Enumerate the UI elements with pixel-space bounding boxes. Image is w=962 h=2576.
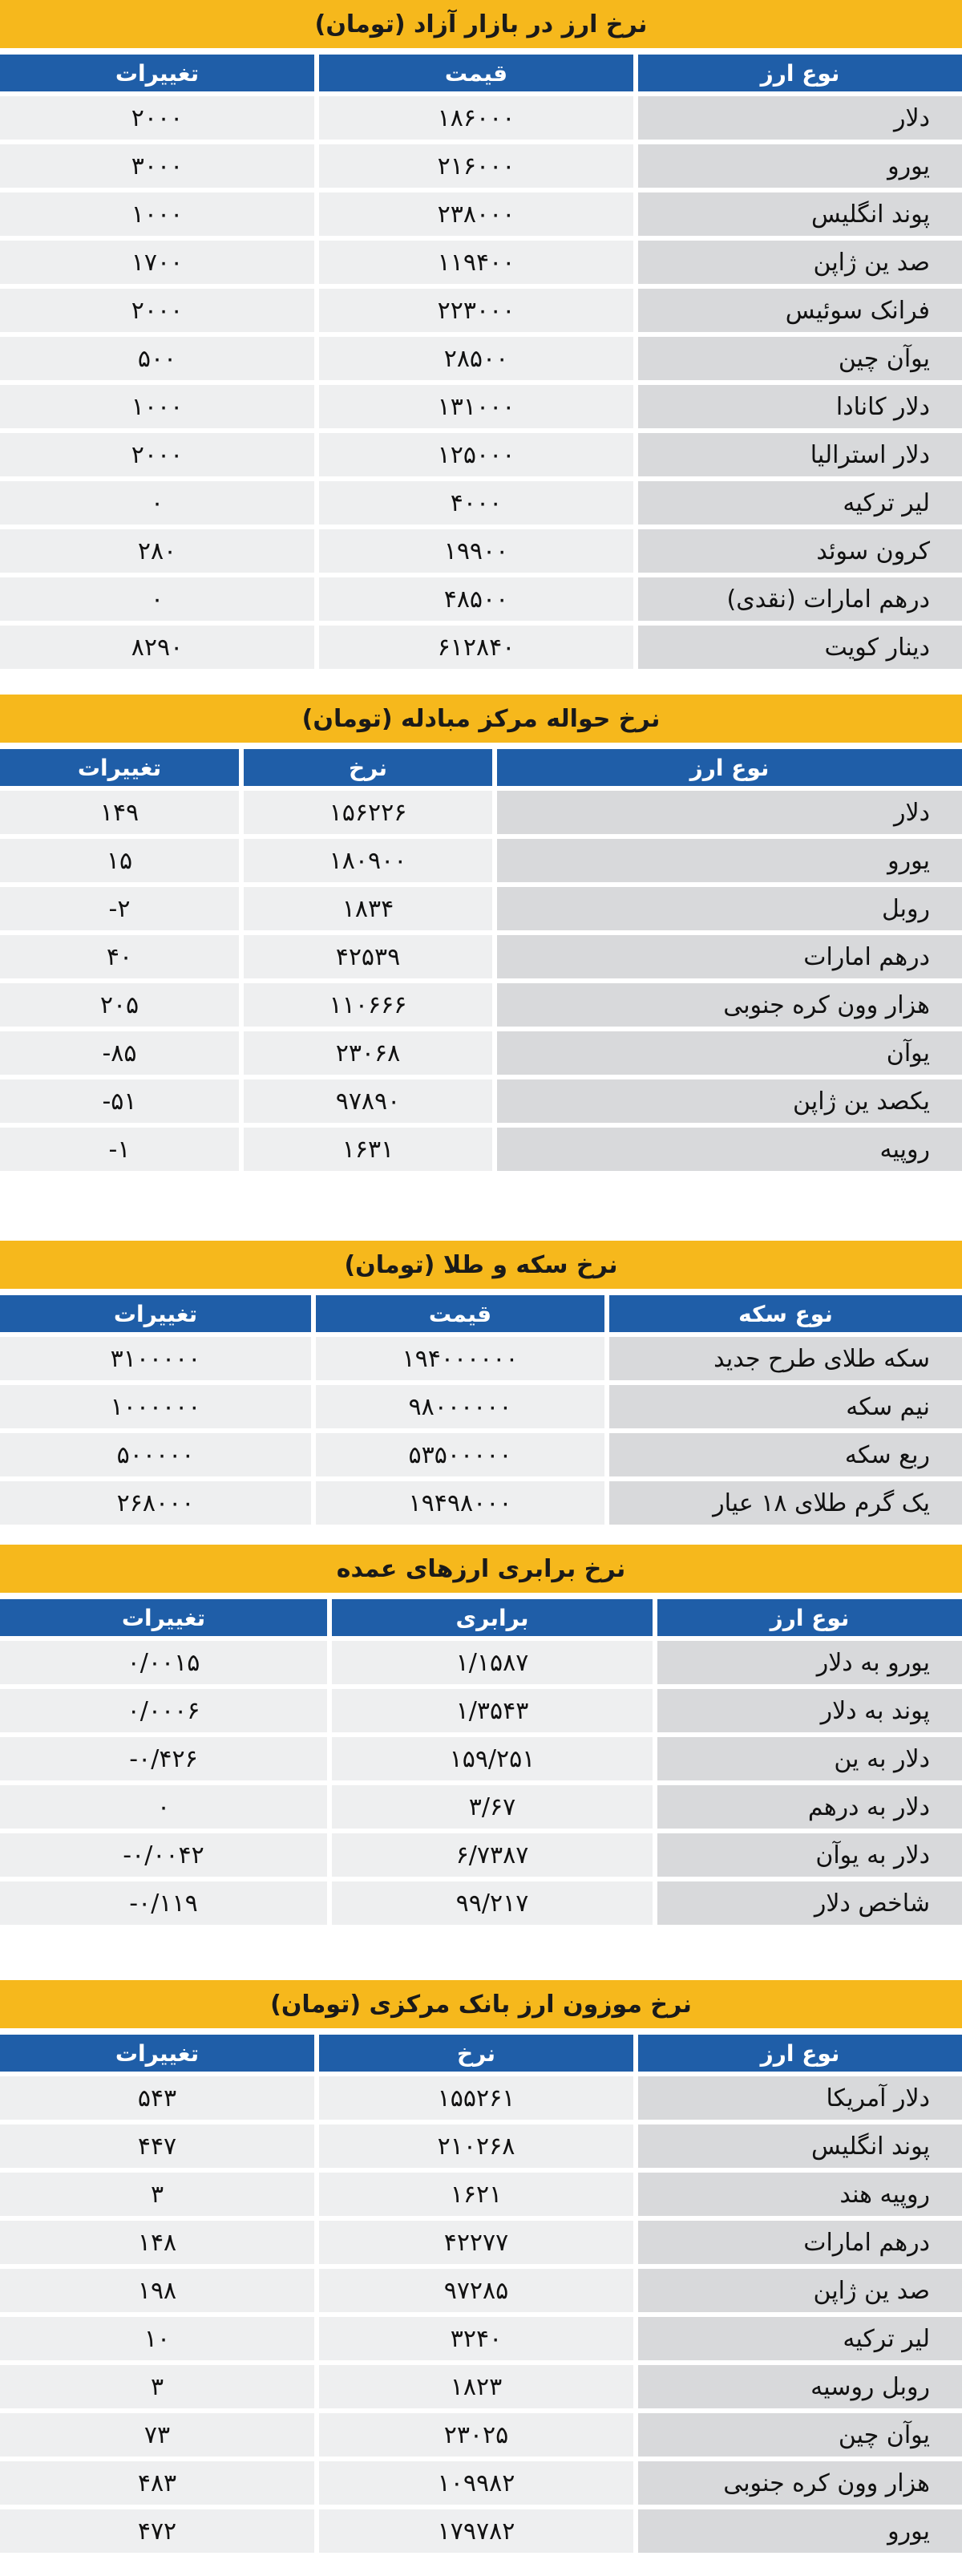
currency-name: هزار وون کره جنوبی xyxy=(497,983,962,1027)
currency-name: کرون سوئد xyxy=(638,529,962,573)
currency-name: روبل روسیه xyxy=(638,2365,962,2408)
change-value: -۰/۴۲۶ xyxy=(0,1737,327,1780)
table-header xyxy=(0,749,962,786)
rate-value: ۱۰۹۹۸۲ xyxy=(319,2461,633,2505)
currency-name: یورو xyxy=(497,839,962,882)
currency-name: دلار به درهم xyxy=(657,1785,962,1829)
currency-name: یوآن چین xyxy=(638,2413,962,2457)
table-row xyxy=(0,1433,962,1476)
header-rate: نرخ xyxy=(244,749,492,786)
header-currency: نوع ارز xyxy=(497,749,962,786)
currency-name: یکصد ین ژاپن xyxy=(497,1079,962,1123)
table-row xyxy=(0,529,962,573)
rate-value: ۴۸۵۰۰ xyxy=(319,577,633,621)
change-value: ۱۰۰۰ xyxy=(0,385,314,428)
rate-value: ۱/۱۵۸۷ xyxy=(332,1641,653,1684)
table-row xyxy=(0,192,962,236)
change-value: ۲۶۸۰۰۰ xyxy=(0,1481,311,1525)
rate-value: ۲۲۳۰۰۰ xyxy=(319,289,633,332)
change-value: ۰ xyxy=(0,1785,327,1829)
change-value: ۰ xyxy=(0,481,314,525)
table-row xyxy=(0,2461,962,2505)
change-value: ۳ xyxy=(0,2365,314,2408)
rate-value: ۶/۷۳۸۷ xyxy=(332,1833,653,1877)
currency-name: فرانک سوئیس xyxy=(638,289,962,332)
change-value: ۱۰۰۰۰۰۰ xyxy=(0,1385,311,1428)
currency-name: روپیه xyxy=(497,1128,962,1171)
change-value: ۲۰۰۰ xyxy=(0,96,314,140)
rate-value: ۴۲۵۳۹ xyxy=(244,935,492,978)
currency-name: دلار کانادا xyxy=(638,385,962,428)
change-value: ۱۰ xyxy=(0,2317,314,2360)
table-row xyxy=(0,2365,962,2408)
currency-name: نیم سکه xyxy=(609,1385,962,1428)
rate-value: ۱۶۲۱ xyxy=(319,2173,633,2216)
currency-name: دلار آمریکا xyxy=(638,2076,962,2120)
table-row xyxy=(0,1737,962,1780)
header-currency: نوع ارز xyxy=(638,2035,962,2072)
change-value: ۱۴۹ xyxy=(0,791,239,834)
header-change: تغییرات xyxy=(0,1599,327,1636)
change-value: ۸۲۹۰ xyxy=(0,626,314,669)
table-row xyxy=(0,481,962,525)
currency-name: یورو xyxy=(638,144,962,188)
rate-value: ۱۲۵۰۰۰ xyxy=(319,433,633,476)
currency-name: یورو به دلار xyxy=(657,1641,962,1684)
parity-table xyxy=(0,1545,962,1925)
header-coin-type: نوع سکه xyxy=(609,1295,962,1332)
table-row xyxy=(0,1641,962,1684)
rate-value: ۴۲۲۷۷ xyxy=(319,2221,633,2264)
change-value: -۵۱ xyxy=(0,1079,239,1123)
currency-name: شاخص دلار xyxy=(657,1881,962,1925)
rate-value: ۱۸۰۹۰۰ xyxy=(244,839,492,882)
table-row xyxy=(0,289,962,332)
change-value: -۰/۱۱۹ xyxy=(0,1881,327,1925)
change-value: ۰/۰۰۱۵ xyxy=(0,1641,327,1684)
change-value: -۲ xyxy=(0,887,239,930)
rate-value: ۳۲۴۰ xyxy=(319,2317,633,2360)
currency-name: درهم امارات xyxy=(638,2221,962,2264)
header-price: قیمت xyxy=(316,1295,604,1332)
change-value: ۷۳ xyxy=(0,2413,314,2457)
rate-value: ۴۰۰۰ xyxy=(319,481,633,525)
change-value: ۱۰۰۰ xyxy=(0,192,314,236)
rate-value: ۹۷۸۹۰ xyxy=(244,1079,492,1123)
table-row xyxy=(0,96,962,140)
section-title: نرخ موزون ارز بانک مرکزی (تومان) xyxy=(0,1980,962,2028)
table-row xyxy=(0,337,962,380)
rate-value: ۱۱۹۴۰۰ xyxy=(319,241,633,284)
change-value: ۱۵ xyxy=(0,839,239,882)
change-value: ۴۸۳ xyxy=(0,2461,314,2505)
change-value: ۲۰۰۰ xyxy=(0,433,314,476)
table-row xyxy=(0,1881,962,1925)
section-title: نرخ ارز در بازار آزاد (تومان) xyxy=(0,0,962,48)
currency-name: پوند انگلیس xyxy=(638,192,962,236)
remittance-rate-table xyxy=(0,695,962,1171)
rate-value: ۱۱۰۶۶۶ xyxy=(244,983,492,1027)
table-row xyxy=(0,1128,962,1171)
change-value: ۲۸۰ xyxy=(0,529,314,573)
table-row xyxy=(0,577,962,621)
currency-name: دلار استرالیا xyxy=(638,433,962,476)
coin-gold-table xyxy=(0,1241,962,1525)
currency-name: ربع سکه xyxy=(609,1433,962,1476)
table-row xyxy=(0,2317,962,2360)
table-row xyxy=(0,626,962,669)
rate-value: ۹۷۲۸۵ xyxy=(319,2269,633,2312)
change-value: ۵۴۳ xyxy=(0,2076,314,2120)
rate-value: ۲۳۰۲۵ xyxy=(319,2413,633,2457)
table-row xyxy=(0,935,962,978)
table-row xyxy=(0,1079,962,1123)
rate-value: ۱۸۳۴ xyxy=(244,887,492,930)
rate-value: ۱۵۹/۲۵۱ xyxy=(332,1737,653,1780)
currency-name: لیر ترکیه xyxy=(638,481,962,525)
table-row xyxy=(0,839,962,882)
header-currency: نوع ارز xyxy=(657,1599,962,1636)
currency-name: یک گرم طلای ۱۸ عیار xyxy=(609,1481,962,1525)
currency-name: صد ین ژاپن xyxy=(638,241,962,284)
section-title: نرخ سکه و طلا (تومان) xyxy=(0,1241,962,1289)
table-row xyxy=(0,2269,962,2312)
table-row xyxy=(0,2509,962,2553)
header-price: قیمت xyxy=(319,55,633,91)
currency-name: هزار وون کره جنوبی xyxy=(638,2461,962,2505)
currency-name: یوآن xyxy=(497,1031,962,1075)
currency-name: درهم امارات xyxy=(497,935,962,978)
currency-name: روپیه هند xyxy=(638,2173,962,2216)
rate-value: ۱۵۶۲۲۶ xyxy=(244,791,492,834)
currency-name: پوند انگلیس xyxy=(638,2124,962,2168)
rate-value: ۵۳۵۰۰۰۰۰ xyxy=(316,1433,604,1476)
header-change: تغییرات xyxy=(0,1295,311,1332)
rate-value: ۲۸۵۰۰ xyxy=(319,337,633,380)
rate-value: ۲۳۸۰۰۰ xyxy=(319,192,633,236)
change-value: ۱۹۸ xyxy=(0,2269,314,2312)
change-value: -۱ xyxy=(0,1128,239,1171)
rate-value: ۱۹۴۰۰۰۰۰۰ xyxy=(316,1337,604,1380)
currency-name: دلار xyxy=(638,96,962,140)
change-value: ۳۰۰۰ xyxy=(0,144,314,188)
currency-name: یوآن چین xyxy=(638,337,962,380)
change-value: ۲۰۰۰ xyxy=(0,289,314,332)
table-header xyxy=(0,55,962,91)
table-row xyxy=(0,433,962,476)
table-row xyxy=(0,1785,962,1829)
central-bank-rate-table xyxy=(0,1980,962,2553)
currency-name: یورو xyxy=(638,2509,962,2553)
change-value: ۳ xyxy=(0,2173,314,2216)
change-value: ۵۰۰ xyxy=(0,337,314,380)
table-header xyxy=(0,1295,962,1332)
rate-value: ۱۷۹۷۸۲ xyxy=(319,2509,633,2553)
rate-value: ۱۸۶۰۰۰ xyxy=(319,96,633,140)
rate-value: ۱۸۲۳ xyxy=(319,2365,633,2408)
rate-value: ۲۱۰۲۶۸ xyxy=(319,2124,633,2168)
table-row xyxy=(0,241,962,284)
change-value: -۸۵ xyxy=(0,1031,239,1075)
table-row xyxy=(0,1385,962,1428)
change-value: ۵۰۰۰۰۰ xyxy=(0,1433,311,1476)
table-row xyxy=(0,1833,962,1877)
rate-value: ۱۵۵۲۶۱ xyxy=(319,2076,633,2120)
table-row xyxy=(0,983,962,1027)
table-row xyxy=(0,887,962,930)
free-market-table xyxy=(0,0,962,669)
header-change: تغییرات xyxy=(0,749,239,786)
rate-value: ۶۱۲۸۴۰ xyxy=(319,626,633,669)
currency-name: پوند به دلار xyxy=(657,1689,962,1732)
table-row xyxy=(0,1337,962,1380)
table-header xyxy=(0,1599,962,1636)
rate-value: ۱۳۱۰۰۰ xyxy=(319,385,633,428)
header-parity: برابری xyxy=(332,1599,653,1636)
rate-value: ۱۶۳۱ xyxy=(244,1128,492,1171)
change-value: -۰/۰۰۴۲ xyxy=(0,1833,327,1877)
currency-name: لیر ترکیه xyxy=(638,2317,962,2360)
change-value: ۰ xyxy=(0,577,314,621)
change-value: ۱۷۰۰ xyxy=(0,241,314,284)
table-header xyxy=(0,2035,962,2072)
header-rate: نرخ xyxy=(319,2035,633,2072)
currency-name: سکه طلای طرح جدید xyxy=(609,1337,962,1380)
rate-value: ۹۹/۲۱۷ xyxy=(332,1881,653,1925)
change-value: ۲۰۵ xyxy=(0,983,239,1027)
table-row xyxy=(0,1031,962,1075)
currency-name: صد ین ژاپن xyxy=(638,2269,962,2312)
currency-name: روبل xyxy=(497,887,962,930)
currency-name: دلار xyxy=(497,791,962,834)
change-value: ۴۰ xyxy=(0,935,239,978)
table-row xyxy=(0,791,962,834)
table-row xyxy=(0,2221,962,2264)
currency-name: درهم امارات (نقدی) xyxy=(638,577,962,621)
rate-value: ۱/۳۵۴۳ xyxy=(332,1689,653,1732)
section-title: نرخ برابری ارزهای عمده xyxy=(0,1545,962,1593)
rate-value: ۱۹۹۰۰ xyxy=(319,529,633,573)
header-change: تغییرات xyxy=(0,55,314,91)
change-value: ۱۴۸ xyxy=(0,2221,314,2264)
rate-value: ۳/۶۷ xyxy=(332,1785,653,1829)
currency-name: دینار کویت xyxy=(638,626,962,669)
change-value: ۴۷۲ xyxy=(0,2509,314,2553)
header-currency: نوع ارز xyxy=(638,55,962,91)
currency-name: دلار به یوآن xyxy=(657,1833,962,1877)
table-row xyxy=(0,2413,962,2457)
table-row xyxy=(0,385,962,428)
rate-value: ۲۳۰۶۸ xyxy=(244,1031,492,1075)
rate-value: ۱۹۴۹۸۰۰۰ xyxy=(316,1481,604,1525)
header-change: تغییرات xyxy=(0,2035,314,2072)
table-row xyxy=(0,2076,962,2120)
currency-name: دلار به ین xyxy=(657,1737,962,1780)
table-row xyxy=(0,1689,962,1732)
change-value: ۴۴۷ xyxy=(0,2124,314,2168)
change-value: ۰/۰۰۰۶ xyxy=(0,1689,327,1732)
table-row xyxy=(0,1481,962,1525)
table-row xyxy=(0,144,962,188)
table-row xyxy=(0,2173,962,2216)
rate-value: ۹۸۰۰۰۰۰۰ xyxy=(316,1385,604,1428)
section-title: نرخ حواله مرکز مبادله (تومان) xyxy=(0,695,962,743)
rate-value: ۲۱۶۰۰۰ xyxy=(319,144,633,188)
change-value: ۳۱۰۰۰۰۰ xyxy=(0,1337,311,1380)
table-row xyxy=(0,2124,962,2168)
